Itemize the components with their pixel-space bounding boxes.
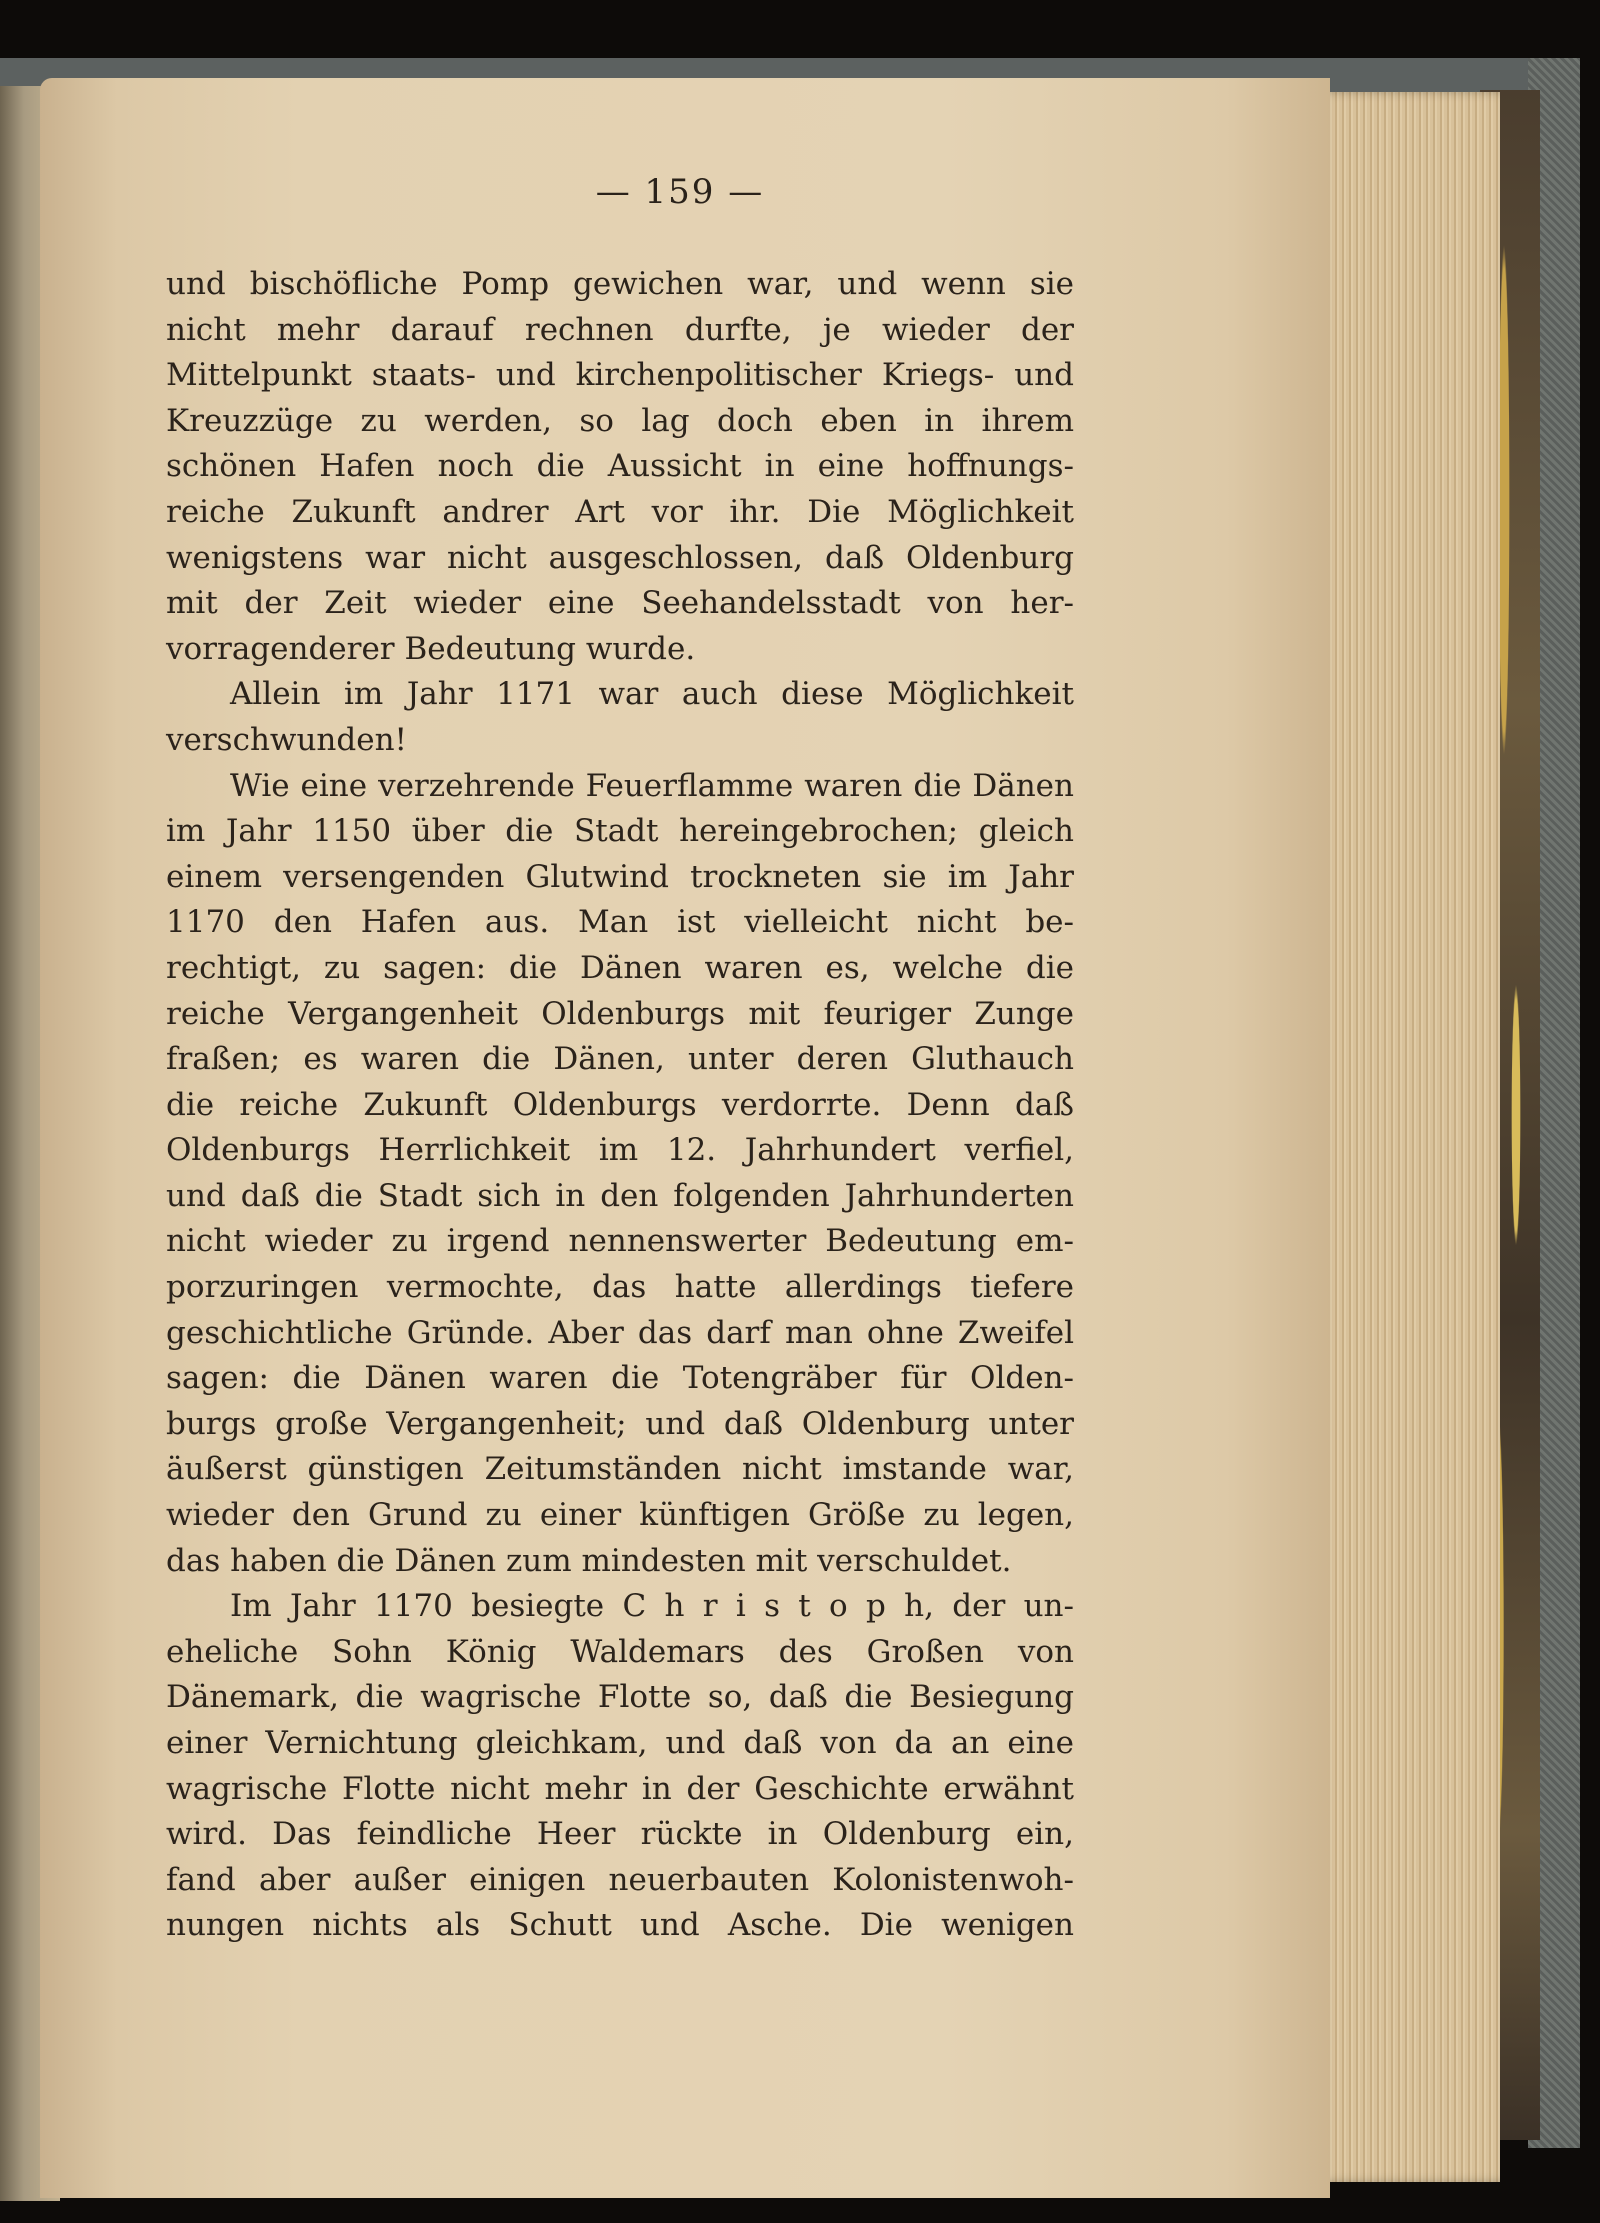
- text-line: burgs große Vergangenheit; und daß Oldenburg unter: [166, 1405, 1074, 1442]
- text-line: reiche Zukunft andrer Art vor ihr. Die Möglichkeit: [166, 493, 1074, 530]
- text-line: die reiche Zukunft Oldenburgs verdorrte. Denn daß: [166, 1086, 1074, 1123]
- text-line: Im Jahr 1170 besiegte C h r i s t o p h, der un-: [230, 1588, 1074, 1625]
- page-block-edges: [1318, 92, 1500, 2182]
- text-line: wagrische Flotte nicht mehr in der Geschichte erwähnt: [166, 1770, 1074, 1807]
- text-line: und daß die Stadt sich in den folgenden Jahrhunderten: [166, 1177, 1074, 1214]
- text-line: fand aber außer einigen neuerbauten Kolonistenwoh-: [166, 1861, 1074, 1898]
- text-line: fraßen; es waren die Dänen, unter deren Gluthauch: [166, 1041, 1074, 1078]
- text-line: einem versengenden Glutwind trockneten sie im Jahr: [166, 858, 1074, 895]
- text-line: verschwunden!: [166, 721, 407, 758]
- text-line: nungen nichts als Schutt und Asche. Die wenigen: [166, 1907, 1074, 1944]
- text-line: mit der Zeit wieder eine Seehandelsstadt von her-: [166, 585, 1074, 622]
- text-line: geschichtliche Gründe. Aber das darf man ohne Zweifel: [166, 1314, 1074, 1351]
- text-line: nicht wieder zu irgend nennenswerter Bedeutung em-: [166, 1223, 1074, 1260]
- text-line: 1170 den Hafen aus. Man ist vielleicht nicht be-: [166, 904, 1074, 941]
- body-text: [166, 262, 1074, 1949]
- text-line: Oldenburgs Herrlichkeit im 12. Jahrhundert verfiel,: [166, 1132, 1074, 1169]
- text-line: Wie eine verzehrende Feuerflamme waren die Dänen: [230, 767, 1074, 804]
- text-line: sagen: die Dänen waren die Totengräber für Olden-: [166, 1360, 1074, 1397]
- text-line: wird. Das feindliche Heer rückte in Oldenburg ein,: [166, 1816, 1074, 1853]
- text-line: rechtigt, zu sagen: die Dänen waren es, welche die: [166, 949, 1074, 986]
- page-number: — 159 —: [595, 172, 765, 212]
- text-line: Allein im Jahr 1171 war auch diese Möglichkeit: [230, 676, 1074, 713]
- text-line: im Jahr 1150 über die Stadt hereingebrochen; gleich: [166, 813, 1074, 850]
- text-line: reiche Vergangenheit Oldenburgs mit feuriger Zunge: [166, 995, 1074, 1032]
- text-line: Mittelpunkt staats- und kirchenpolitischer Kriegs- und: [166, 357, 1074, 394]
- text-line: und bischöfliche Pomp gewichen war, und wenn sie: [166, 266, 1074, 302]
- text-line: wenigstens war nicht ausgeschlossen, daß Oldenburg: [166, 539, 1074, 576]
- text-line: vorragenderer Bedeutung wurde.: [166, 630, 696, 667]
- text-line: einer Vernichtung gleichkam, und daß von da an eine: [166, 1725, 1074, 1761]
- text-line: eheliche Sohn König Waldemars des Großen von: [166, 1633, 1074, 1670]
- text-line: äußerst günstigen Zeitumständen nicht imstande war,: [166, 1451, 1074, 1488]
- text-line: das haben die Dänen zum mindesten mit verschuldet.: [166, 1542, 1012, 1579]
- text-line: porzuringen vermochte, das hatte allerdings tiefere: [166, 1269, 1074, 1306]
- text-line: schönen Hafen noch die Aussicht in eine hoffnungs-: [166, 448, 1074, 485]
- text-line: Dänemark, die wagrische Flotte so, daß die Besiegung: [166, 1679, 1074, 1716]
- text-line: nicht mehr darauf rechnen durfte, je wieder der: [166, 311, 1074, 348]
- text-line: wieder den Grund zu einer künftigen Größe zu legen,: [166, 1497, 1074, 1534]
- text-line: Kreuzzüge zu werden, so lag doch eben in ihrem: [166, 402, 1074, 439]
